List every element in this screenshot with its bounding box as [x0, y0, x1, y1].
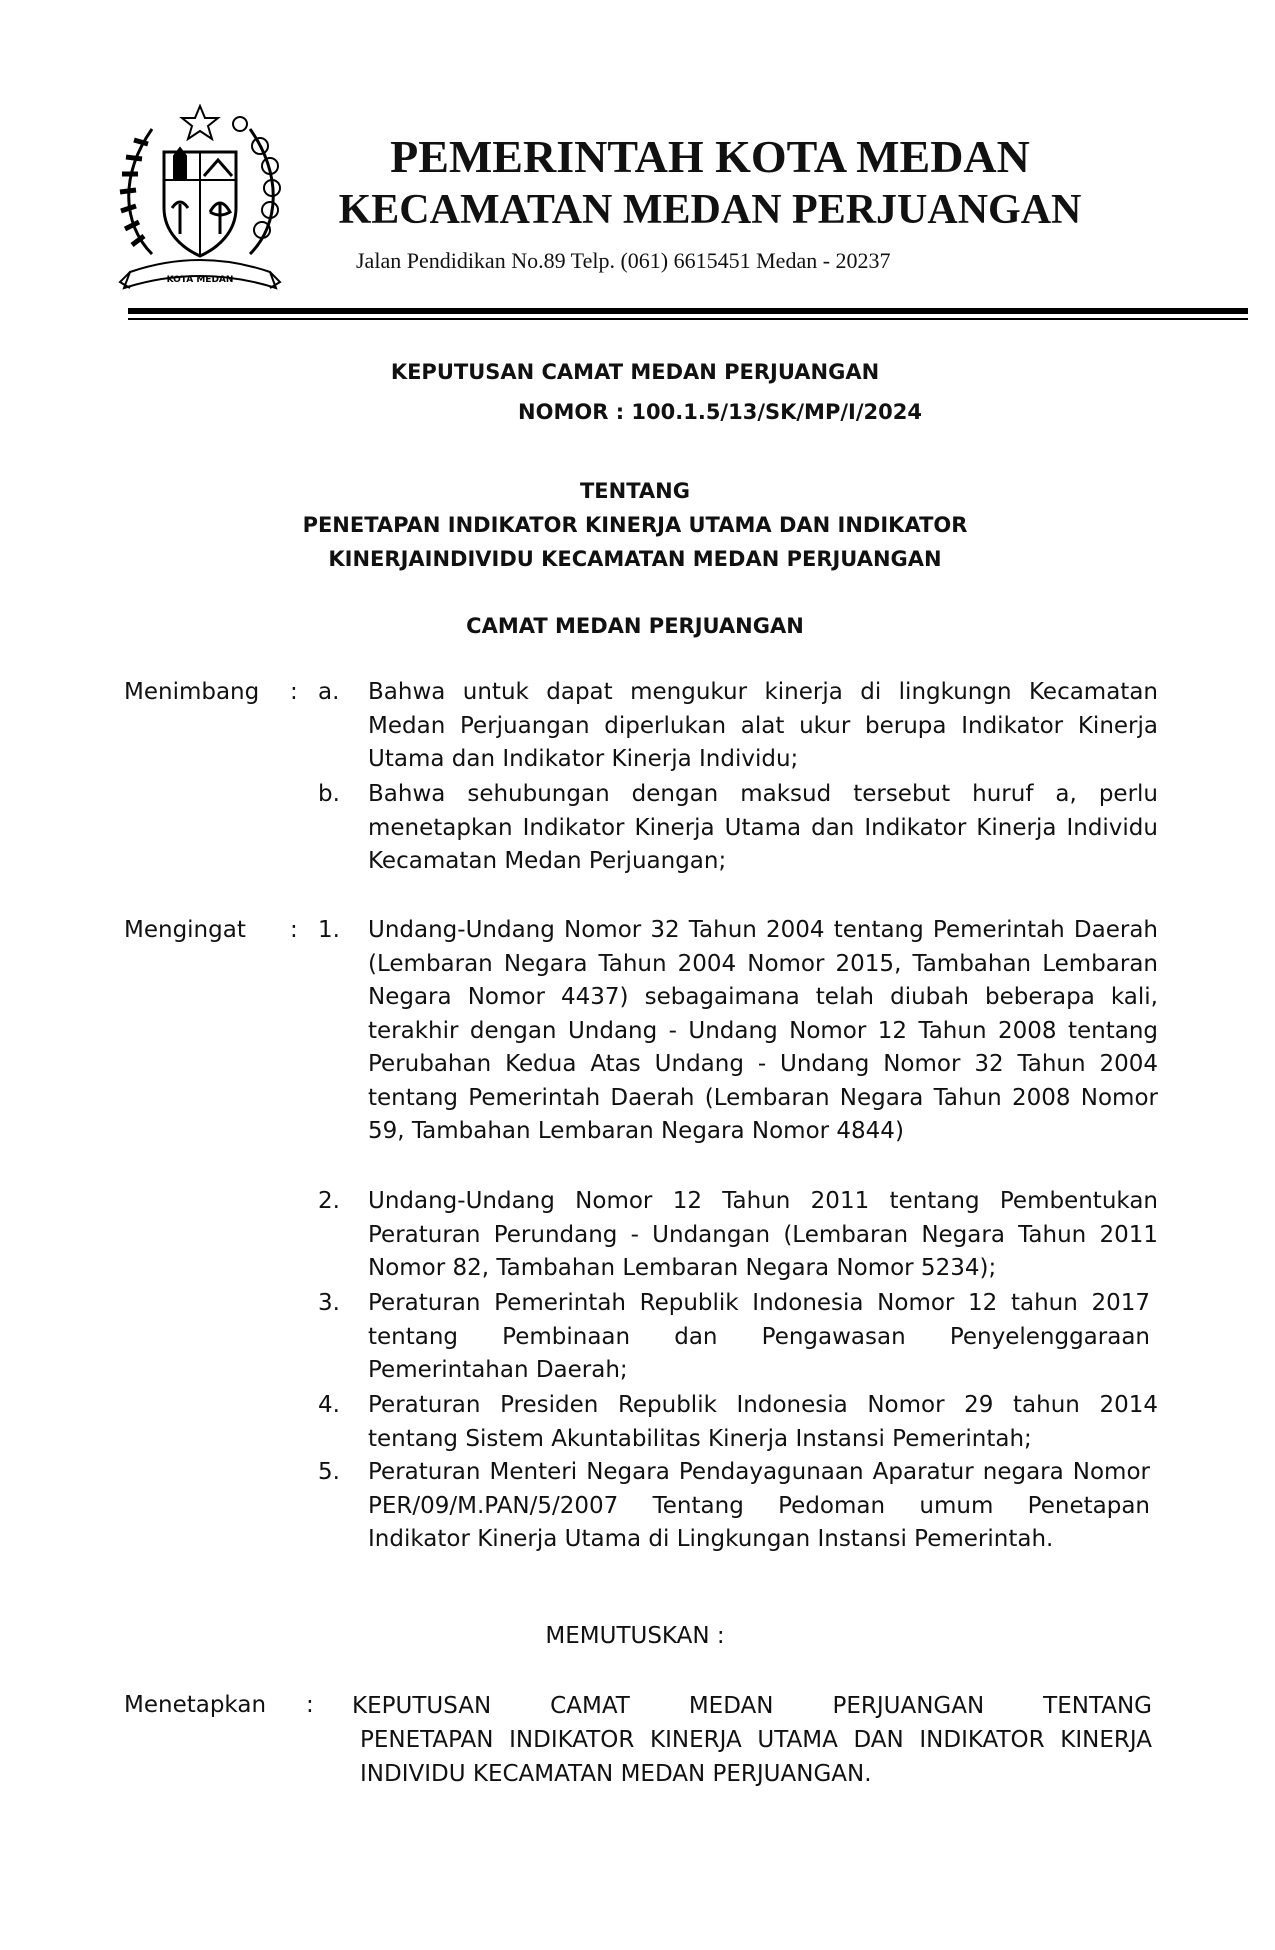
mengingat-item-5: Peraturan Menteri Negara Pendayagunaan Aparatur negara Nomor PER/09/M.PAN/5/2007 Tentang Pedoman umum Penetapan Indikator Kinerja Utama di Lingkungan Instansi Pemerintah. [368, 1459, 1150, 1552]
mengingat-colon: : [290, 917, 298, 943]
kota-medan-emblem [112, 104, 288, 304]
menimbang-item-a: Bahwa untuk dapat mengukur kinerja di lingkungn Kecamatan Medan Perjuangan diperlukan alat ukur berupa Indikator Kinerja Utama dan Indikator Kinerja Individu; [368, 679, 1158, 772]
decree-about: TENTANG [579, 479, 690, 503]
mengingat-item-1: Undang-Undang Nomor 32 Tahun 2004 tentang Pemerintah Daerah (Lembaran Negara Tahun 2004 Nomor 2015, Tambahan Lembaran Negara Nomor 4437) sebagaimana telah diubah beberapa kali, terakhir dengan Undang - Undang Nomor 12 Tahun 2008 tentang Perubahan Kedua Atas Undang - Undang Nomor 32 Tahun 2004 tentang Pemerintah Daerah (Lembaran Negara Tahun 2008 Nomor 59, Tambahan Lembaran Negara Nomor 4844) [368, 917, 1158, 1144]
menetapkan-line1: KEPUTUSAN CAMAT MEDAN PERJUANGAN TENTANG [352, 1693, 1152, 1719]
menetapkan-text [352, 1689, 1152, 1791]
mengingat-marker-3: 3. [318, 1290, 340, 1316]
mengingat-label: Mengingat [124, 917, 246, 943]
mengingat-marker-5: 5. [318, 1459, 340, 1485]
menetapkan-rest: PENETAPAN INDIKATOR KINERJA UTAMA DAN INDIKATOR KINERJA INDIVIDU KECAMATAN MEDAN PERJUANGAN. [360, 1727, 1152, 1787]
mengingat-marker-2: 2. [318, 1188, 340, 1214]
decree-issuer: CAMAT MEDAN PERJUANGAN [466, 614, 804, 638]
decree-number: NOMOR : 100.1.5/13/SK/MP/I/2024 [518, 400, 922, 424]
emblem-ribbon-text: KOTA MEDAN [166, 275, 234, 285]
memutuskan-heading: MEMUTUSKAN : [545, 1623, 725, 1649]
menimbang-marker-b: b. [318, 781, 340, 807]
letterhead-subtitle: KECAMATAN MEDAN PERJUANGAN [338, 187, 1082, 233]
decree-subject-line1: PENETAPAN INDIKATOR KINERJA UTAMA DAN INDIKATOR [302, 513, 968, 537]
mengingat-item-2: Undang-Undang Nomor 12 Tahun 2011 tentang Pembentukan Peraturan Perundang - Undangan (Lembaran Negara Tahun 2011 Nomor 82, Tambahan Lembaran Negara Nomor 5234); [368, 1188, 1158, 1281]
menimbang-colon: : [290, 679, 298, 705]
mengingat-item-4: Peraturan Presiden Republik Indonesia Nomor 29 tahun 2014 tentang Sistem Akuntabilitas Kinerja Instansi Pemerintah; [368, 1392, 1158, 1452]
menetapkan-colon: : [306, 1692, 314, 1718]
letterhead-address: Jalan Pendidikan No.89 Telp. (061) 6615451 Medan - 20237 [356, 248, 891, 273]
mengingat-item-3: Peraturan Pemerintah Republik Indonesia Nomor 12 tahun 2017 tentang Pembinaan dan Pengawasan Penyelenggaraan Pemerintahan Daerah; [368, 1290, 1150, 1383]
decree-title: KEPUTUSAN CAMAT MEDAN PERJUANGAN [390, 360, 880, 384]
menimbang-item-b: Bahwa sehubungan dengan maksud tersebut huruf a, perlu menetapkan Indikator Kinerja Utama dan Indikator Kinerja Individu Kecamatan Medan Perjuangan; [368, 781, 1158, 874]
menetapkan-label: Menetapkan [124, 1692, 267, 1718]
letterhead-rule-thick [128, 308, 1248, 314]
mengingat-marker-4: 4. [318, 1392, 340, 1418]
letterhead-rule-thin [128, 318, 1248, 320]
mengingat-marker-1: 1. [318, 917, 340, 943]
letterhead-title: PEMERINTAH KOTA MEDAN [390, 131, 1030, 182]
menimbang-label: Menimbang [124, 679, 260, 705]
decree-subject-line2: KINERJAINDIVIDU KECAMATAN MEDAN PERJUANGAN [328, 547, 942, 571]
menimbang-marker-a: a. [318, 679, 340, 705]
